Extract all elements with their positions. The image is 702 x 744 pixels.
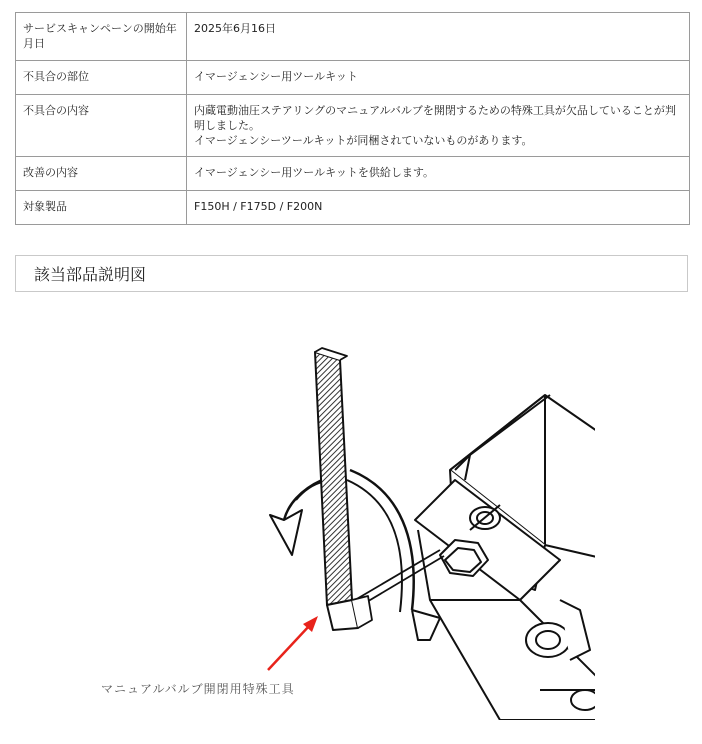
row-label-improvement: 改善の内容 [16, 157, 187, 191]
campaign-info-table [15, 12, 690, 225]
row-value-defect-content [187, 95, 690, 157]
defect-content-line-2: イマージェンシーツールキットが同梱されていないものがあります。 [194, 134, 533, 147]
figure-caption: マニュアルバルブ開閉用特殊工具 [101, 682, 295, 696]
table-row [16, 157, 690, 191]
table-row [16, 61, 690, 95]
row-value-improvement: イマージェンシー用ツールキットを供給します。 [187, 157, 690, 191]
table-row [16, 95, 690, 157]
section-title: 該当部品説明図 [15, 255, 688, 292]
defect-content-line-1: 内蔵電動油圧ステアリングのマニュアルバルブを開閉するための特殊工具が欠品していることが判明しました。 [194, 104, 676, 132]
red-pointer-arrow [268, 616, 318, 670]
row-value-start-date: 2025年6月16日 [187, 13, 690, 61]
table-row [16, 191, 690, 225]
row-label-defect-content: 不具合の内容 [16, 95, 187, 157]
row-label-products: 対象製品 [16, 191, 187, 225]
row-value-products: F150H / F175D / F200N [187, 191, 690, 225]
parts-illustration [0, 300, 702, 744]
table-row [16, 13, 690, 61]
row-label-defect-part: 不具合の部位 [16, 61, 187, 95]
row-value-defect-part: イマージェンシー用ツールキット [187, 61, 690, 95]
row-label-start-date: サービスキャンペーンの開始年月日 [16, 13, 187, 61]
